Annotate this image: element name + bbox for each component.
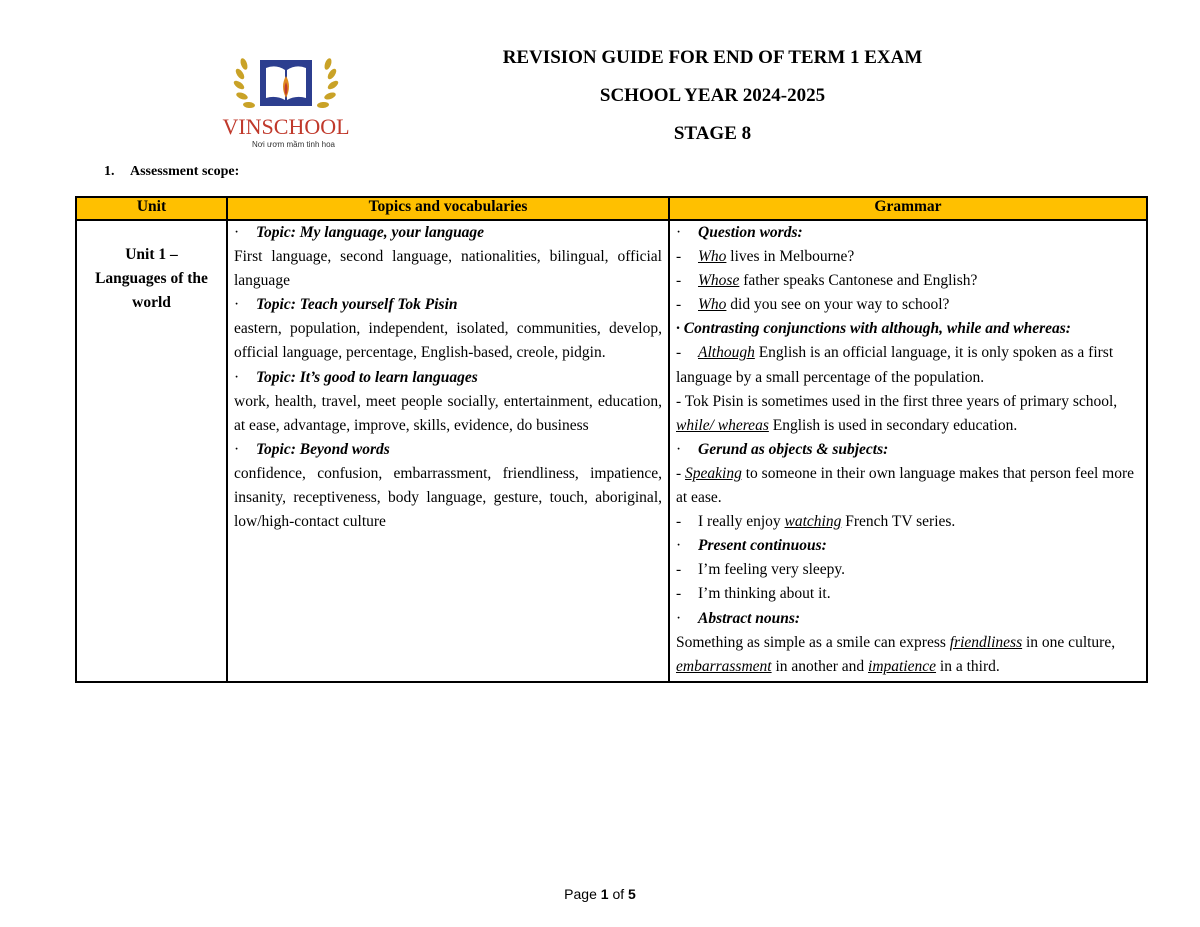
svg-text:Nơi ươm mầm tinh hoa: Nơi ươm mầm tinh hoa: [252, 140, 335, 149]
header-grammar: Grammar: [669, 197, 1147, 220]
page-footer: [0, 886, 1200, 902]
document-title: REVISION GUIDE FOR END OF TERM 1 EXAM: [502, 47, 923, 68]
svg-text:VINSCHOOL: VINSCHOOL: [222, 114, 350, 139]
topics-cell: [227, 220, 669, 682]
topic-vocab: First language, second language, nationalities, bilingual, official language: [234, 248, 662, 290]
unit-cell: Unit 1 – Languages of the world: [76, 220, 227, 682]
grammar-example: - Tok Pisin is sometimes used in the first three years of primary school, while/ whereas English is used in secondary education.: [676, 392, 1118, 434]
grammar-heading: · Abstract nouns:: [676, 609, 801, 627]
page-total: 5: [628, 886, 636, 902]
page-word: Page: [564, 886, 597, 902]
header-topics: Topics and vocabularies: [227, 197, 669, 220]
table-row: [76, 220, 1147, 682]
grammar-example: - Who lives in Melbourne?: [676, 248, 855, 266]
grammar-heading: · Contrasting conjunctions with although, while and whereas:: [676, 320, 1071, 338]
topic-heading: · Topic: Beyond words: [234, 440, 390, 458]
grammar-heading: · Question words:: [676, 224, 803, 241]
book-icon: [260, 60, 312, 106]
grammar-cell: [669, 220, 1147, 682]
section-number: 1.: [104, 164, 115, 179]
grammar-heading: · Gerund as objects & subjects:: [676, 440, 889, 458]
grammar-example: - Although English is an official language, it is only spoken as a first language by a small percentage of the population.: [676, 344, 1114, 386]
section-heading: [104, 164, 239, 180]
page-number: 1: [600, 886, 609, 902]
grammar-example: - I’m feeling very sleepy.: [676, 561, 846, 579]
topic-vocab: eastern, population, independent, isolated, communities, develop, official language, percentage, English-based, creole, pidgin.: [234, 320, 662, 362]
grammar-example: - Speaking to someone in their own language makes that person feel more at ease.: [676, 464, 1134, 507]
topic-vocab: work, health, travel, meet people socially, entertainment, education, at ease, advantage, improve, skills, evidence, do business: [234, 392, 662, 434]
topic-vocab: confidence, confusion, embarrassment, friendliness, impatience, insanity, receptiveness, body language, gesture, touch, aboriginal, low/high-contact culture: [234, 464, 662, 531]
grammar-example: - Whose father speaks Cantonese and English?: [676, 272, 978, 290]
topic-heading: · Topic: It’s good to learn languages: [234, 368, 478, 386]
of-word: of: [612, 886, 625, 902]
school-year: SCHOOL YEAR 2024-2025: [599, 85, 826, 106]
table-header-row: [76, 197, 1147, 220]
grammar-example: Something as simple as a smile can express friendliness in one culture, embarrassment in another and impatience in a third.: [676, 633, 1116, 675]
topic-heading: · Topic: My language, your language: [234, 224, 485, 241]
document-header: [440, 46, 985, 160]
assessment-scope-table: [75, 196, 1148, 683]
school-logo: [222, 46, 350, 150]
topic-heading: · Topic: Teach yourself Tok Pisin: [234, 296, 458, 314]
header-unit: Unit: [76, 197, 227, 220]
grammar-example: - Who did you see on your way to school?: [676, 296, 950, 314]
grammar-example: - I’m thinking about it.: [676, 585, 831, 603]
section-title: Assessment scope:: [130, 164, 240, 179]
stage-label: STAGE 8: [673, 123, 752, 144]
grammar-heading: · Present continuous:: [676, 537, 827, 555]
grammar-example: - I really enjoy watching French TV series.: [676, 513, 956, 531]
